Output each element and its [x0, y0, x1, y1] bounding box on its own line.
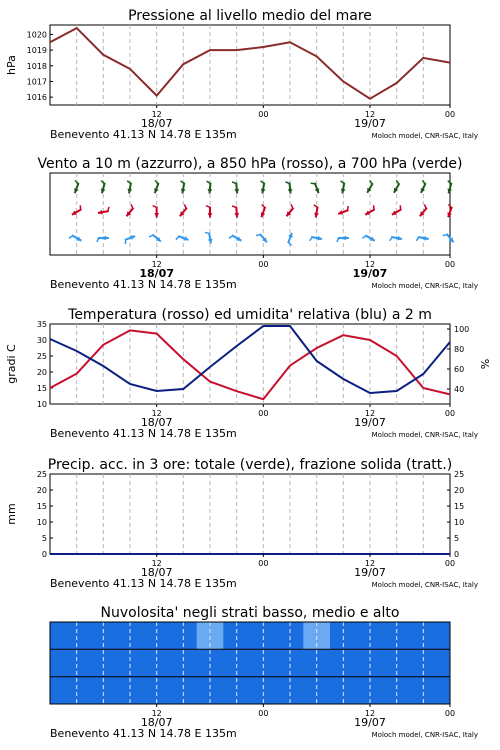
wind-barb-head	[208, 189, 213, 194]
y-tick-label: 20	[36, 486, 47, 495]
y-tick-label: 80	[454, 345, 465, 354]
wind-barb-feather	[69, 236, 73, 238]
wind-barb-head	[208, 213, 213, 217]
temperature-y-label: gradi C	[5, 344, 18, 384]
pressure-vertical-grid	[77, 25, 424, 105]
x-tick-label: 12	[364, 110, 376, 119]
humidity-line	[50, 326, 450, 393]
model-label: Moloch model, CNR-ISAC, Italy	[371, 132, 478, 140]
wind-barb-feather	[131, 204, 133, 208]
x-tick-label: 12	[364, 709, 376, 718]
x-tick-label: 00	[444, 409, 456, 418]
x-tick-label: 00	[258, 709, 269, 718]
y-tick-label: 5	[41, 534, 47, 543]
day-label: 19/07	[354, 566, 386, 579]
location-label: Benevento 41.13 N 14.78 E 135m	[50, 577, 237, 590]
wind-barb-feather	[232, 206, 236, 208]
x-tick-label: 00	[258, 110, 269, 119]
wind-barb-head	[234, 213, 239, 218]
wind-barb-10m	[69, 235, 81, 241]
wind-barb-10m	[288, 233, 293, 246]
y-tick-label: 40	[454, 385, 465, 394]
model-label: Moloch model, CNR-ISAC, Italy	[371, 431, 478, 439]
wind-barb-700	[127, 181, 132, 194]
wind-barb-10m	[443, 234, 454, 242]
y-tick-label: 25	[36, 352, 47, 361]
wind-barb-700	[261, 181, 266, 194]
x-tick-label: 12	[364, 260, 376, 269]
location-label: Benevento 41.13 N 14.78 E 135m	[50, 727, 237, 740]
wind-barb-feather	[262, 205, 265, 208]
y-tick-label: 10	[36, 400, 47, 409]
y-tick-label: 60	[454, 365, 465, 374]
day-label: 19/07	[352, 267, 388, 280]
x-tick-label: 12	[364, 409, 376, 418]
precipitation-y-label: mm	[5, 503, 18, 525]
model-label: Moloch model, CNR-ISAC, Italy	[371, 282, 478, 290]
pressure-y-axis	[27, 30, 53, 102]
wind-barb-850	[261, 205, 266, 218]
x-tick-label: 00	[258, 559, 269, 568]
wind-barb-feather	[390, 237, 393, 241]
location-label: Benevento 41.13 N 14.78 E 135m	[50, 427, 237, 440]
x-tick-label: 12	[151, 709, 162, 718]
wind-panel	[37, 156, 478, 291]
temperature-line	[50, 330, 450, 399]
wind-barb-10m	[310, 236, 323, 241]
wind-barb-head	[288, 189, 293, 194]
wind-barb-850	[232, 206, 239, 218]
wind-barb-head	[234, 189, 239, 194]
wind-barb-feather	[108, 207, 109, 211]
wind-barb-feather	[97, 238, 99, 242]
wind-barb-feather	[424, 204, 426, 208]
y-tick-label: 25	[36, 470, 47, 479]
wind-barb-10m	[149, 234, 161, 241]
day-label: 18/07	[140, 117, 173, 130]
wind-barb-feather	[416, 237, 419, 241]
cloud-panel	[50, 605, 478, 740]
wind-barb-head	[104, 236, 108, 241]
x-tick-label: 00	[258, 409, 269, 418]
pressure-panel	[5, 8, 478, 141]
wind-barb-850	[314, 205, 319, 218]
wind-barb-700	[421, 180, 426, 193]
wind-barb-feather	[206, 206, 210, 208]
wind-barb-10m	[205, 232, 213, 243]
wind-barb-700	[447, 181, 452, 194]
wind-barb-feather	[101, 181, 104, 184]
day-label: 18/07	[140, 716, 173, 729]
wind-barb-feather	[125, 240, 126, 244]
wind-barb-700	[74, 181, 79, 194]
y-tick-label: 20	[454, 486, 465, 495]
location-label: Benevento 41.13 N 14.78 E 135m	[50, 278, 237, 291]
wind-barb-feather	[362, 236, 366, 238]
wind-barb-10m	[416, 236, 429, 241]
x-tick-label: 00	[444, 709, 456, 718]
y-tick-label: 1016	[26, 93, 47, 103]
wind-barb-head	[344, 236, 348, 241]
x-tick-label: 12	[151, 110, 162, 119]
wind-barb-850	[447, 205, 452, 218]
wind-barb-feather	[311, 183, 315, 184]
wind-barb-700	[207, 181, 213, 193]
temperature-x-axis	[50, 404, 478, 440]
day-label: 19/07	[354, 716, 386, 729]
wind-barb-700	[285, 182, 292, 194]
pressure-title: Pressione al livello medio del mare	[128, 8, 372, 24]
y-tick-label: 5	[454, 534, 460, 543]
precipitation-title: Precip. acc. in 3 ore: totale (verde), frazione solida (tratt.)	[47, 457, 453, 473]
cloud-plot-area	[50, 622, 450, 704]
wind-barb-feather	[184, 204, 186, 208]
y-tick-label: 15	[36, 384, 47, 393]
precipitation-y-axis	[37, 470, 53, 559]
y-tick-label: 1018	[26, 61, 47, 71]
y-tick-label: 1019	[26, 46, 47, 56]
wind-barb-feather	[256, 235, 260, 236]
pressure-plot-area	[50, 25, 450, 105]
wind-barb-10m	[256, 234, 267, 242]
x-tick-label: 12	[364, 559, 376, 568]
pressure-line	[50, 28, 450, 99]
precipitation-plot-area	[50, 474, 450, 554]
wind-barb-700	[341, 181, 346, 194]
wind-barb-feather	[310, 237, 313, 241]
cloud-x-axis	[50, 704, 478, 740]
wind-barb-10m	[362, 235, 374, 241]
wind-barb-10m	[229, 235, 241, 241]
location-label: Benevento 41.13 N 14.78 E 135m	[50, 128, 237, 141]
temperature-panel	[5, 307, 492, 440]
y-tick-label: 15	[454, 502, 465, 511]
wind-x-axis	[50, 255, 478, 291]
precipitation-vertical-grid	[77, 474, 424, 554]
y-tick-label: 10	[454, 518, 465, 527]
x-tick-label: 00	[444, 559, 456, 568]
y-tick-label: 15	[36, 502, 47, 511]
day-label: 18/07	[140, 416, 173, 429]
wind-barb-feather	[153, 206, 157, 208]
y-tick-label: 25	[454, 470, 465, 479]
pressure-x-axis	[50, 105, 478, 141]
y-tick-label: 1020	[26, 30, 47, 40]
y-tick-label: 20	[36, 368, 47, 377]
wind-barb-feather	[291, 204, 293, 208]
y-tick-label: 30	[36, 336, 47, 345]
humidity-y-label: %	[479, 358, 492, 370]
x-tick-label: 12	[151, 260, 162, 269]
y-tick-label: 0	[41, 550, 47, 559]
wind-barb-700	[311, 183, 320, 193]
precipitation-panel	[5, 457, 478, 590]
model-label: Moloch model, CNR-ISAC, Italy	[371, 731, 478, 739]
day-label: 19/07	[354, 416, 386, 429]
wind-barbs	[69, 180, 453, 245]
y-tick-label: 0	[454, 550, 460, 559]
precipitation-x-axis	[50, 554, 478, 590]
wind-barb-feather	[314, 205, 318, 208]
wind-barb-850	[206, 206, 212, 218]
wind-barb-700	[101, 181, 106, 194]
x-tick-label: 00	[444, 260, 456, 269]
wind-barb-feather	[448, 181, 451, 184]
wind-barb-feather	[229, 236, 233, 238]
temperature-y-axis	[37, 320, 53, 409]
wind-barb-feather	[176, 236, 179, 239]
cloud-title: Nuvolosita' negli strati basso, medio e alto	[100, 605, 400, 621]
wind-plot-area	[50, 173, 450, 255]
x-tick-label: 12	[151, 409, 162, 418]
y-tick-label: 1017	[26, 77, 47, 87]
wind-barb-850	[153, 206, 159, 218]
wind-barb-feather	[232, 182, 236, 184]
wind-barb-10m	[390, 236, 403, 241]
wind-barb-700	[181, 181, 186, 194]
wind-title: Vento a 10 m (azzurro), a 850 hPa (rosso), a 700 hPa (verde)	[37, 156, 463, 172]
wind-barb-700	[232, 182, 239, 194]
day-label: 18/07	[139, 267, 174, 280]
wind-barb-feather	[205, 232, 209, 233]
x-tick-label: 00	[258, 260, 269, 269]
temperature-title: Temperatura (rosso) ed umidita' relativa (blu) a 2 m	[68, 307, 432, 323]
y-tick-label: 10	[36, 518, 47, 527]
wind-barb-head	[154, 213, 159, 217]
wind-barb-feather	[337, 238, 339, 242]
x-tick-label: 00	[444, 110, 456, 119]
wind-barb-feather	[285, 182, 289, 184]
y-tick-label: 35	[36, 320, 47, 329]
model-label: Moloch model, CNR-ISAC, Italy	[371, 581, 478, 589]
wind-barb-700	[154, 181, 159, 194]
day-label: 18/07	[140, 566, 173, 579]
wind-barb-feather	[149, 235, 153, 237]
wind-barb-10m	[176, 236, 189, 241]
day-label: 19/07	[354, 117, 386, 130]
x-tick-label: 12	[151, 559, 162, 568]
y-tick-label: 100	[454, 325, 470, 334]
wind-barb-feather	[348, 206, 349, 210]
wind-barb-feather	[443, 235, 447, 236]
pressure-y-label: hPa	[5, 55, 18, 75]
